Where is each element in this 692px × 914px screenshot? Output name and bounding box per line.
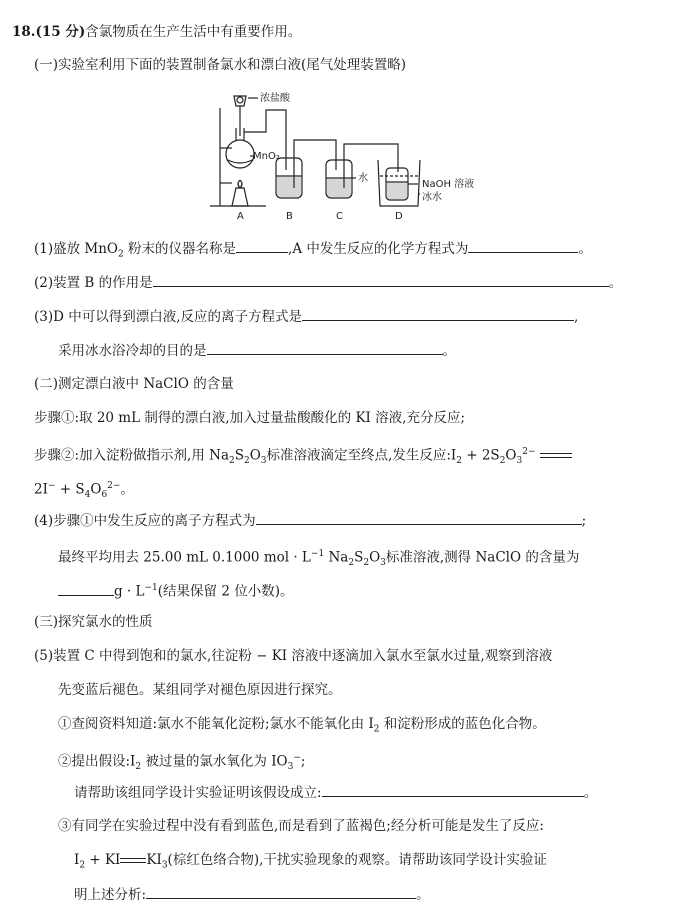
q3-blank-2[interactable]	[207, 340, 443, 355]
step1-text: 步骤①:取 20 mL 制得的漂白液,加入过量盐酸酸化的 KI 溶液,充分反应;	[34, 410, 465, 426]
q5e-line: 请帮助该组同学设计实验证明该假设成立: 。	[74, 782, 597, 803]
q3a-line: (3)D 中可以得到漂白液,反应的离子方程式是 ,	[34, 306, 578, 327]
label-mno2: MnO₂	[253, 151, 280, 162]
label-naoh: NaOH 溶液	[422, 179, 475, 190]
q5d-line: ②提出假设$:I_2$ 被过量的氯水氧化为 $IO_3^-$;	[58, 753, 306, 773]
q1-blank-2[interactable]	[468, 238, 578, 253]
question-number: 18.	[12, 24, 36, 40]
q5-blank-1[interactable]	[322, 782, 584, 797]
label-c: C	[336, 211, 343, 222]
q5a-line: (5)装置 C 中得到饱和的氯水,往淀粉 − KI 溶液中逐滴加入氯水至氯水过量,观察到溶液	[34, 648, 553, 664]
label-d: D	[395, 211, 403, 222]
q5f-line: ③有同学在实验过程中没有看到蓝色,而是看到了蓝褐色;经分析可能是发生了反应:	[58, 818, 544, 834]
label-water: 水	[358, 173, 368, 184]
label-conc-hcl: 浓盐酸	[260, 93, 290, 104]
step2-line: 步骤②:加入淀粉做指示剂,用 $Na_2S_2O_3$标准溶液滴定至终点,发生反应$:I_2 + 2S_2O_3^{2-}$	[34, 442, 572, 471]
q2-blank[interactable]	[153, 272, 609, 287]
q5h-line: 明上述分析: 。	[74, 884, 430, 905]
question-score: (15 分)	[35, 24, 86, 40]
label-b: B	[286, 211, 293, 222]
q3-blank-1[interactable]	[302, 306, 574, 321]
label-a: A	[237, 211, 244, 222]
q3b-line: 采用冰水浴冷却的目的是 。	[58, 340, 456, 361]
part2-header: (二)测定漂白液中 NaClO 的含量	[34, 376, 234, 392]
q4a-line: (4)步骤①中发生反应的离子方程式为 ;	[34, 510, 586, 531]
part3-header: (三)探究氯水的性质	[34, 614, 153, 630]
q5c-line: ①查阅资料知道:氯水不能氧化淀粉;氯水不能氧化由 $I_2$ 和淀粉形成的蓝色化合物。	[58, 716, 546, 735]
equals-sign-2	[120, 856, 146, 866]
equals-sign	[540, 451, 572, 461]
q5b-line: 先变蓝后褪色。某组同学对褪色原因进行探究。	[58, 682, 342, 698]
question-title	[12, 22, 301, 42]
q4-blank-2[interactable]	[58, 581, 114, 596]
apparatus-diagram	[206, 88, 476, 228]
label-ice-water: 冰水	[422, 192, 442, 203]
q2-line: (2)装置 B 的作用是 。	[34, 272, 622, 293]
q4-blank-1[interactable]	[256, 510, 582, 525]
q1-blank-1[interactable]	[236, 238, 288, 253]
question-intro: 含氯物质在生产生活中有重要作用。	[85, 24, 302, 40]
q5g-line: $I_2$ + KI $KI_3$(棕红色络合物),干扰实验现象的观察。请帮助该同学设计实验证	[74, 852, 547, 871]
part1-header: (一)实验室利用下面的装置制备氯水和漂白液(尾气处理装置略)	[34, 57, 407, 73]
q1-line: (1)盛放 MnO$_2$ 粉末的仪器名称是 ,A 中发生反应的化学方程式为 。	[34, 238, 592, 265]
q4c-line: $g \cdot L^{-1}$(结果保留 2 位小数)。	[58, 578, 293, 602]
step3-line: $2I^- + S_4O_6^{2-}$。	[34, 481, 134, 501]
q4b-line: 最终平均用去 25.00 mL 0.1000 mol · $L^{-1}$ $Na_2S_2O_3$标准溶液,测得 NaClO 的含量为	[58, 549, 580, 569]
q5-blank-2[interactable]	[146, 884, 416, 899]
